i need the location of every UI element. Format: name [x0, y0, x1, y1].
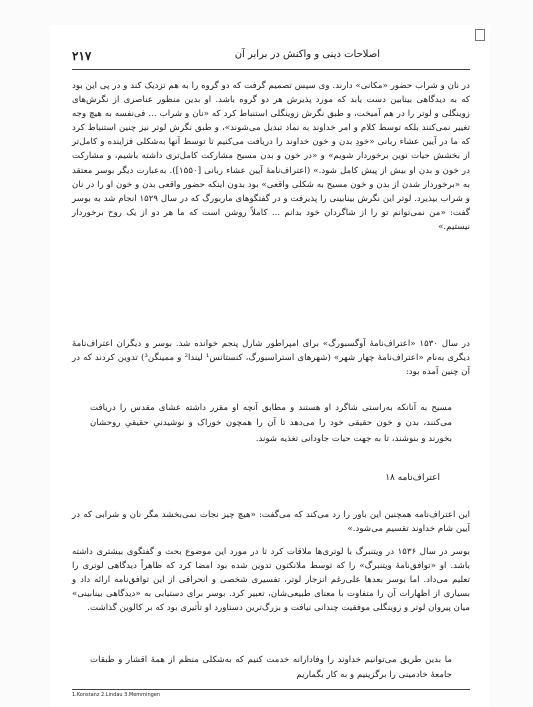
body-paragraph-2: در سال ١۵٣٠ «اعتراف‌نامهٔ آوگسبورگ» برای امپراطور شارل پنجم خوانده شد. بوسر و دیگران اعتراف‌نامهٔ دیگری به‌نام «اعتراف‌نامهٔ چهار شهر» (شهرهای استراسبورگ، کنستانس¹ لیندا² و ممینگن³) تدوین کردند که در آن چنین آمده بود: [72, 339, 470, 378]
document-page [50, 25, 490, 707]
body-paragraph-3: این اعتراف‌نامه همچنین این باور را رد می‌کند که می‌گفت: «هیچ چیز نجات نمی‌بخشد مگر نان و شرابی که در آیین شام خداوند تقسیم می‌شود.» [72, 510, 470, 535]
footnotes: 1.Konstanz 2.Lindau 3.Memmingen [72, 692, 161, 698]
block-quote: مسیح به آنانکه به‌راستی شاگرد او هستند و مطابق آنچه او مقرر داشته عشای مقدس را دریافت می‌کنند، بدن و خون حقیقی خود را می‌دهد تا آن را همچون خوراک و نوشیدنیِ حقیقیِ روحشان بخورند و بنوشند، تا به جهت حیات جاودانی تغذیه شوند. [90, 403, 452, 444]
page-number: ٢١٧ [72, 49, 92, 63]
body-paragraph-4: بوسر در سال ١۵٣۶ در ویتنبرگ با لوتری‌ها ملاقات کرد تا در مورد این موضوع بحث و گفتگوی بیشتری داشته باشد. او «توافق‌نامهٔ ویتنبرگ» را که توسط ملانکتون تدوین شده بود امضا کرد که ظاهراً دیدگاهی لوتری را تعلیم می‌داد. اما بوسر بعدها علی‌رغم انزجار لوتر، تفسیری شخصی و انحرافی از این توافق‌نامه ارائه داد و بسیاری از اظهارات آن را متفاوت با معنای طبیعی‌شان، تعبیر کرد. بوسر برای دستیابی به «دیدگاهی بینابینی» میان پیروان لوتر و زوینگلی موفقیت چندانی نیافت و بزرگ‌ترین دستاورد او تأثیری بود که بر کالوین گذاشت. [72, 547, 470, 614]
page-header [72, 47, 470, 70]
page-corner-icon [475, 29, 485, 41]
block-quote-2: ما بدین طریق می‌توانیم خداوند را وفادارانه خدمت کنیم که به‌شکلی منظم از همهٔ اقشار و طبقات جامعهٔ خادمینی را برگزینیم و به کار بگماریم [90, 655, 452, 681]
page-footer [72, 689, 470, 698]
running-title: اصلاحات دینی و واکنش در برابر آن [234, 49, 380, 60]
body-paragraph-1: در نان و شراب حضور «مکانی» دارند. وی سپس تصمیم گرفت که دو گروه را به هم نزدیک کند و در پی این بود که به دیدگاهی بینابین دست یابد که مورد پذیرش هر دو گروه باشد. او بدین منظور عناصری از نگرش‌های زوینگلی و لوتر را در هم آمیخت، و طبق نگرش زوینگلی استنباط کرد که «نان و شراب ... فی‌نفسه به هیچ وجه تغییر نمی‌کنند بلکه توسط کلام و امر خداوند به نماد تبدیل می‌شوند»، و طبق نگرش لوتر نیز چنین استنباط کرد که ما در آیین عشاء ربانی «خودِ بدن و خون خداوند را دریافت می‌کنیم تا توسط آنها به‌شکلی فزاینده و کامل‌تر از بخشش حیات نوین برخوردار شویم» و «در خون و بدن مسیح مشارکت کامل‌تری داشته باشیم، و مشارکت در خون و بدن او بیش از پیش کامل شود.» (اعتراف‌نامهٔ آیین عشاء ربانی [١۵۵٠]). به‌عبارت دیگر بوسر معتقد به «برخوردار شدن از بدن و خون مسیح به شکلی واقعی» بود بدون اینکه حضور واقعی بدن و خون او را در نان و شراب بپذیرد. لوتر این نگرش بینابینی را پذیرفت و در گفتگوهای ماربورگ که در سال ١۵٢٩ انجام شد به بوسر گفت: «من نمی‌توانم تو را از شاگردان خود بدانم ... کاملاً روشن است که ما هر دو از یک روح برخوردار نیستیم.» [72, 81, 470, 232]
quote-reference: اعتراف‌نامه ١٨ [385, 473, 440, 483]
